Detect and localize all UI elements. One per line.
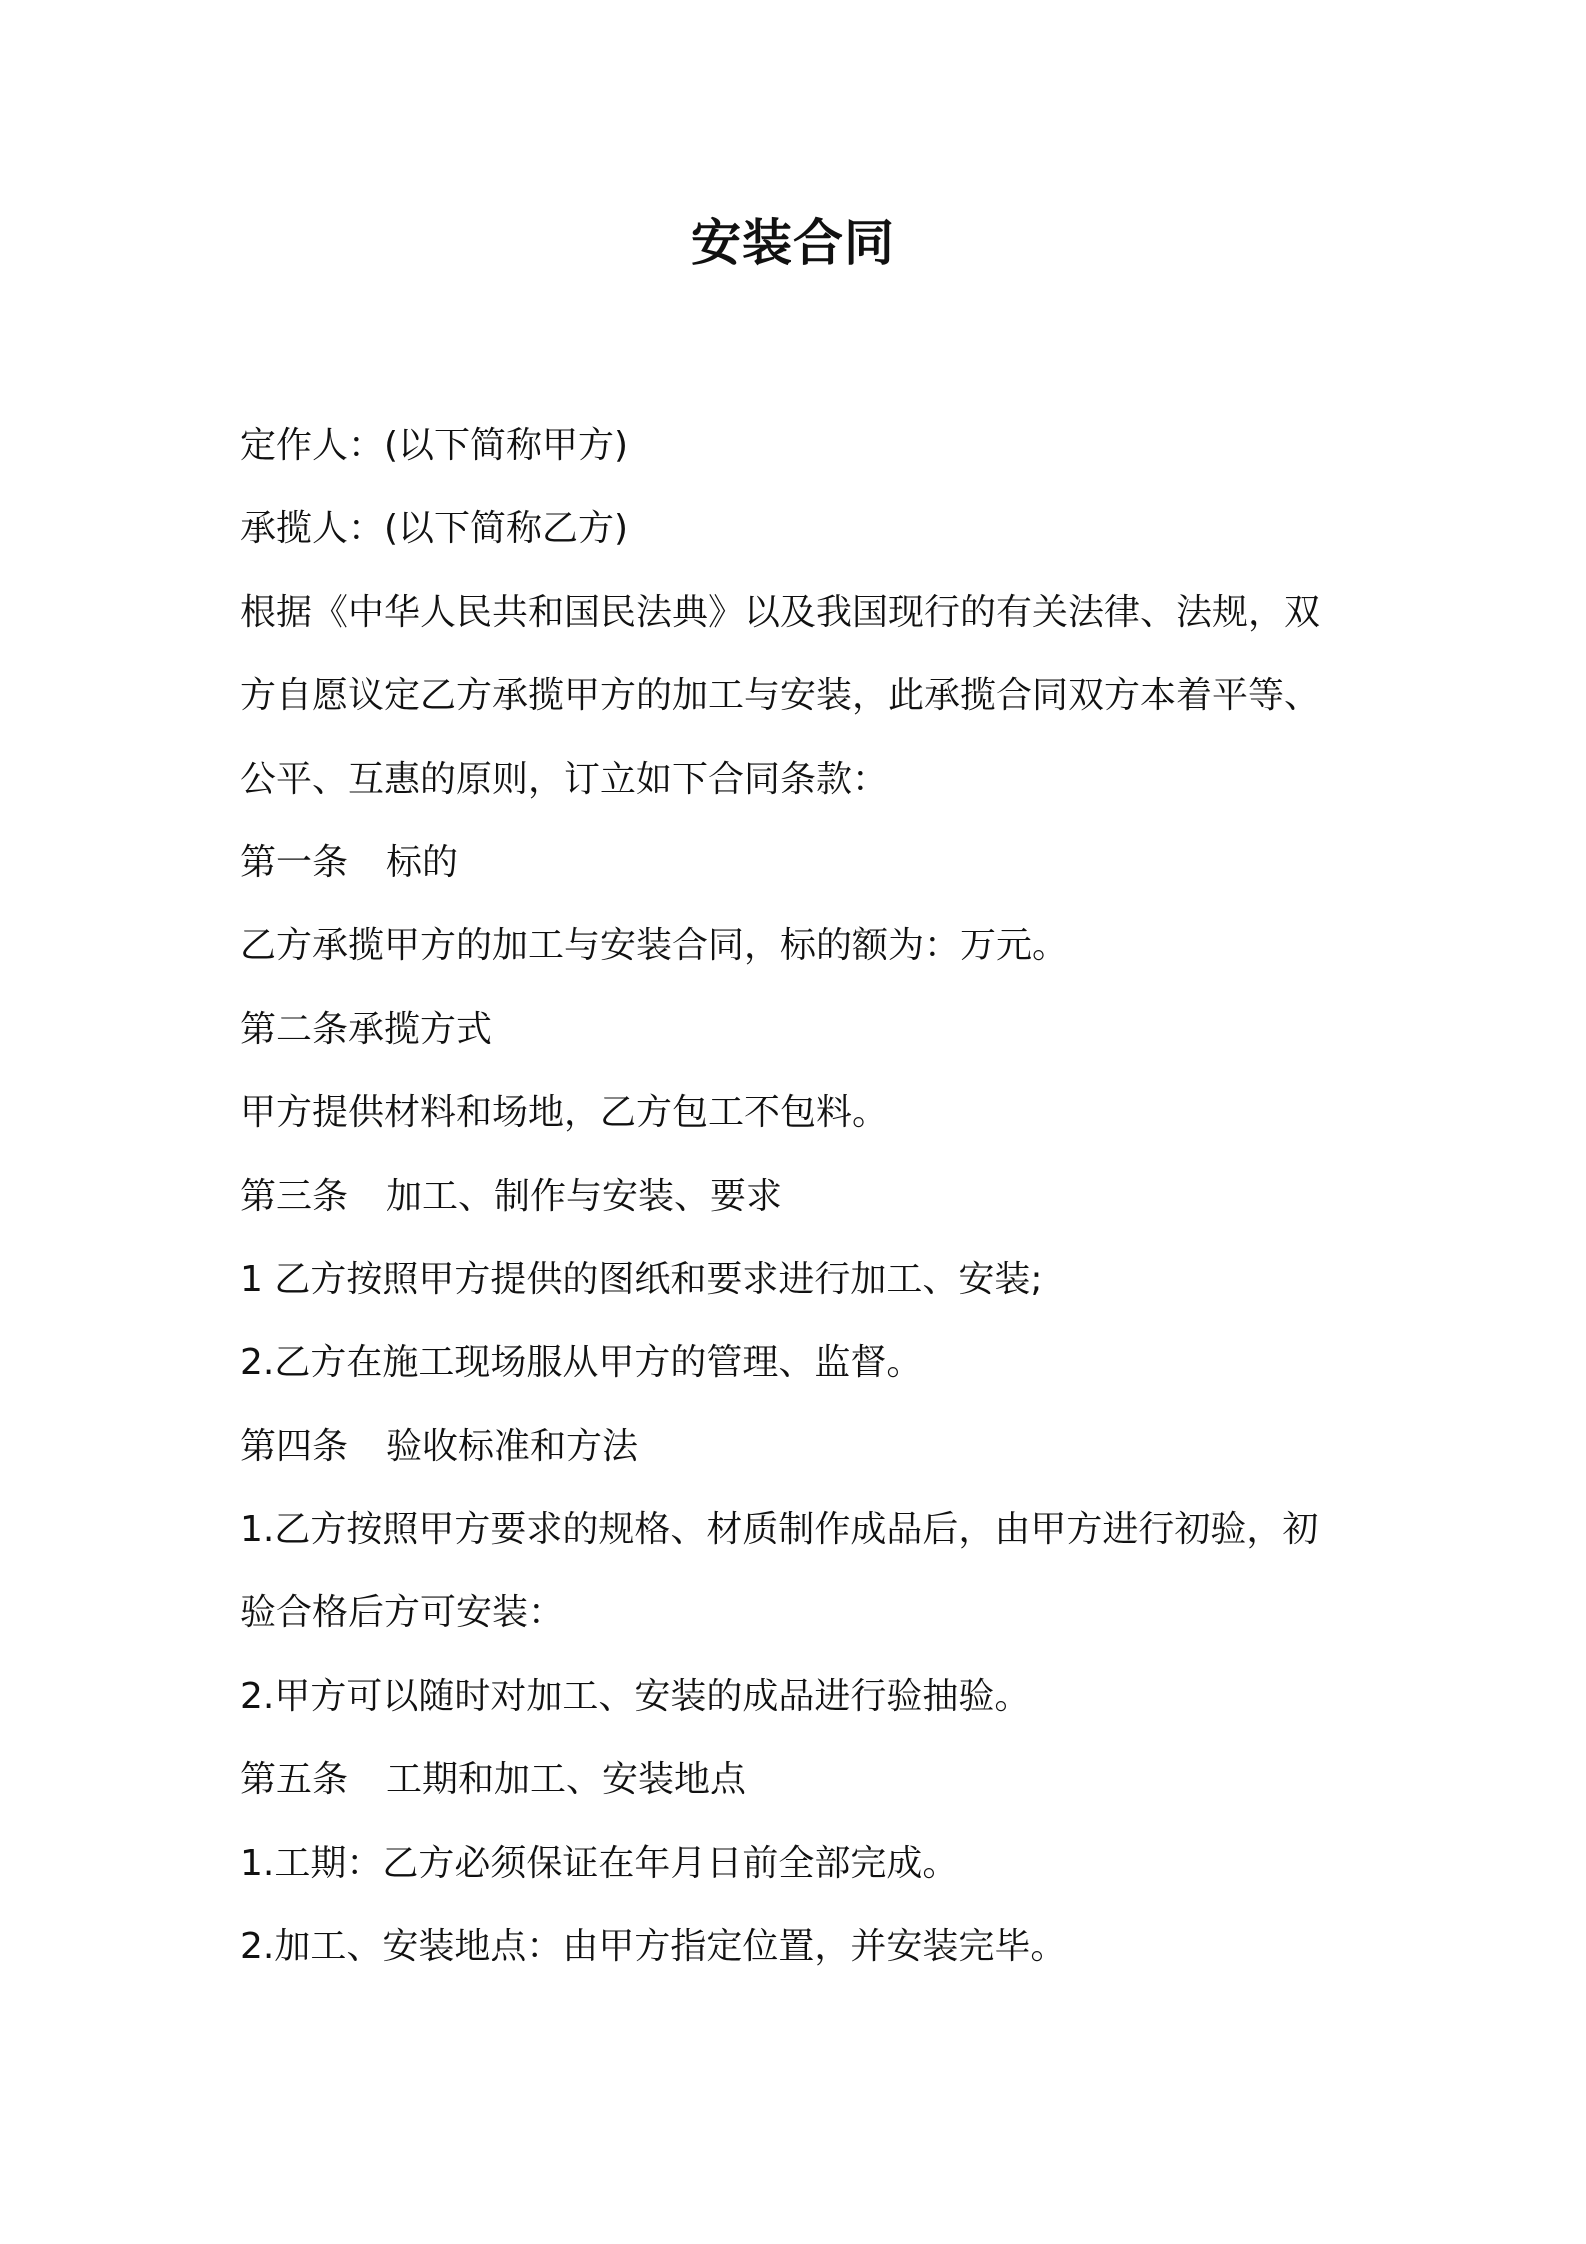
article-3-title: 加工、制作与安装、要求 [386,1175,783,1217]
article-2-text: 甲方提供材料和场地，乙方包工不包料。 [240,1092,889,1134]
article-1-title: 标的 [386,841,459,883]
article-3-item-2: 2.乙方在施工现场服从甲方的管理、监督。 [240,1342,923,1384]
article-5-item-2: 2.加工、安装地点：由甲方指定位置，并安装完毕。 [240,1926,1067,1968]
document-body [240,404,1360,1988]
article-3-heading [240,1155,1360,1238]
article-2-heading: 第二条承揽方式 [240,1008,493,1050]
article-4-number: 第四条 [240,1425,349,1467]
document-title: 安装合同 [691,214,895,272]
article-3-number: 第三条 [240,1175,349,1217]
article-4-item-1-line-1: 1.乙方按照甲方要求的规格、材质制作成品后，由甲方进行初验，初 [240,1509,1319,1551]
article-1-number: 第一条 [240,841,349,883]
preamble-line-3: 公平、互惠的原则，订立如下合同条款： [240,758,889,800]
party-a-line: 定作人：(以下简称甲方) [240,425,629,466]
article-3-item-1: 1 乙方按照甲方提供的图纸和要求进行加工、安装; [240,1258,1043,1300]
party-b-line: 承揽人：(以下简称乙方) [240,508,629,550]
article-5-item-1: 1.工期：乙方必须保证在年月日前全部完成。 [240,1842,959,1884]
article-5-title: 工期和加工、安装地点 [386,1759,747,1801]
preamble-line-2: 方自愿议定乙方承揽甲方的加工与安装，此承揽合同双方本着平等、 [240,675,1321,717]
article-1-text: 乙方承揽甲方的加工与安装合同，标的额为：万元。 [240,925,1069,967]
article-4-item-2: 2.甲方可以随时对加工、安装的成品进行验抽验。 [240,1675,1031,1717]
preamble-line-1: 根据《中华人民共和国民法典》以及我国现行的有关法律、法规，双 [240,591,1321,633]
article-4-title: 验收标准和方法 [386,1425,639,1467]
article-5-heading [240,1738,1360,1821]
article-5-number: 第五条 [240,1759,349,1801]
article-1-heading [240,821,1360,904]
article-4-heading [240,1405,1360,1488]
article-4-item-1-line-2: 验合格后方可安装： [240,1592,565,1634]
